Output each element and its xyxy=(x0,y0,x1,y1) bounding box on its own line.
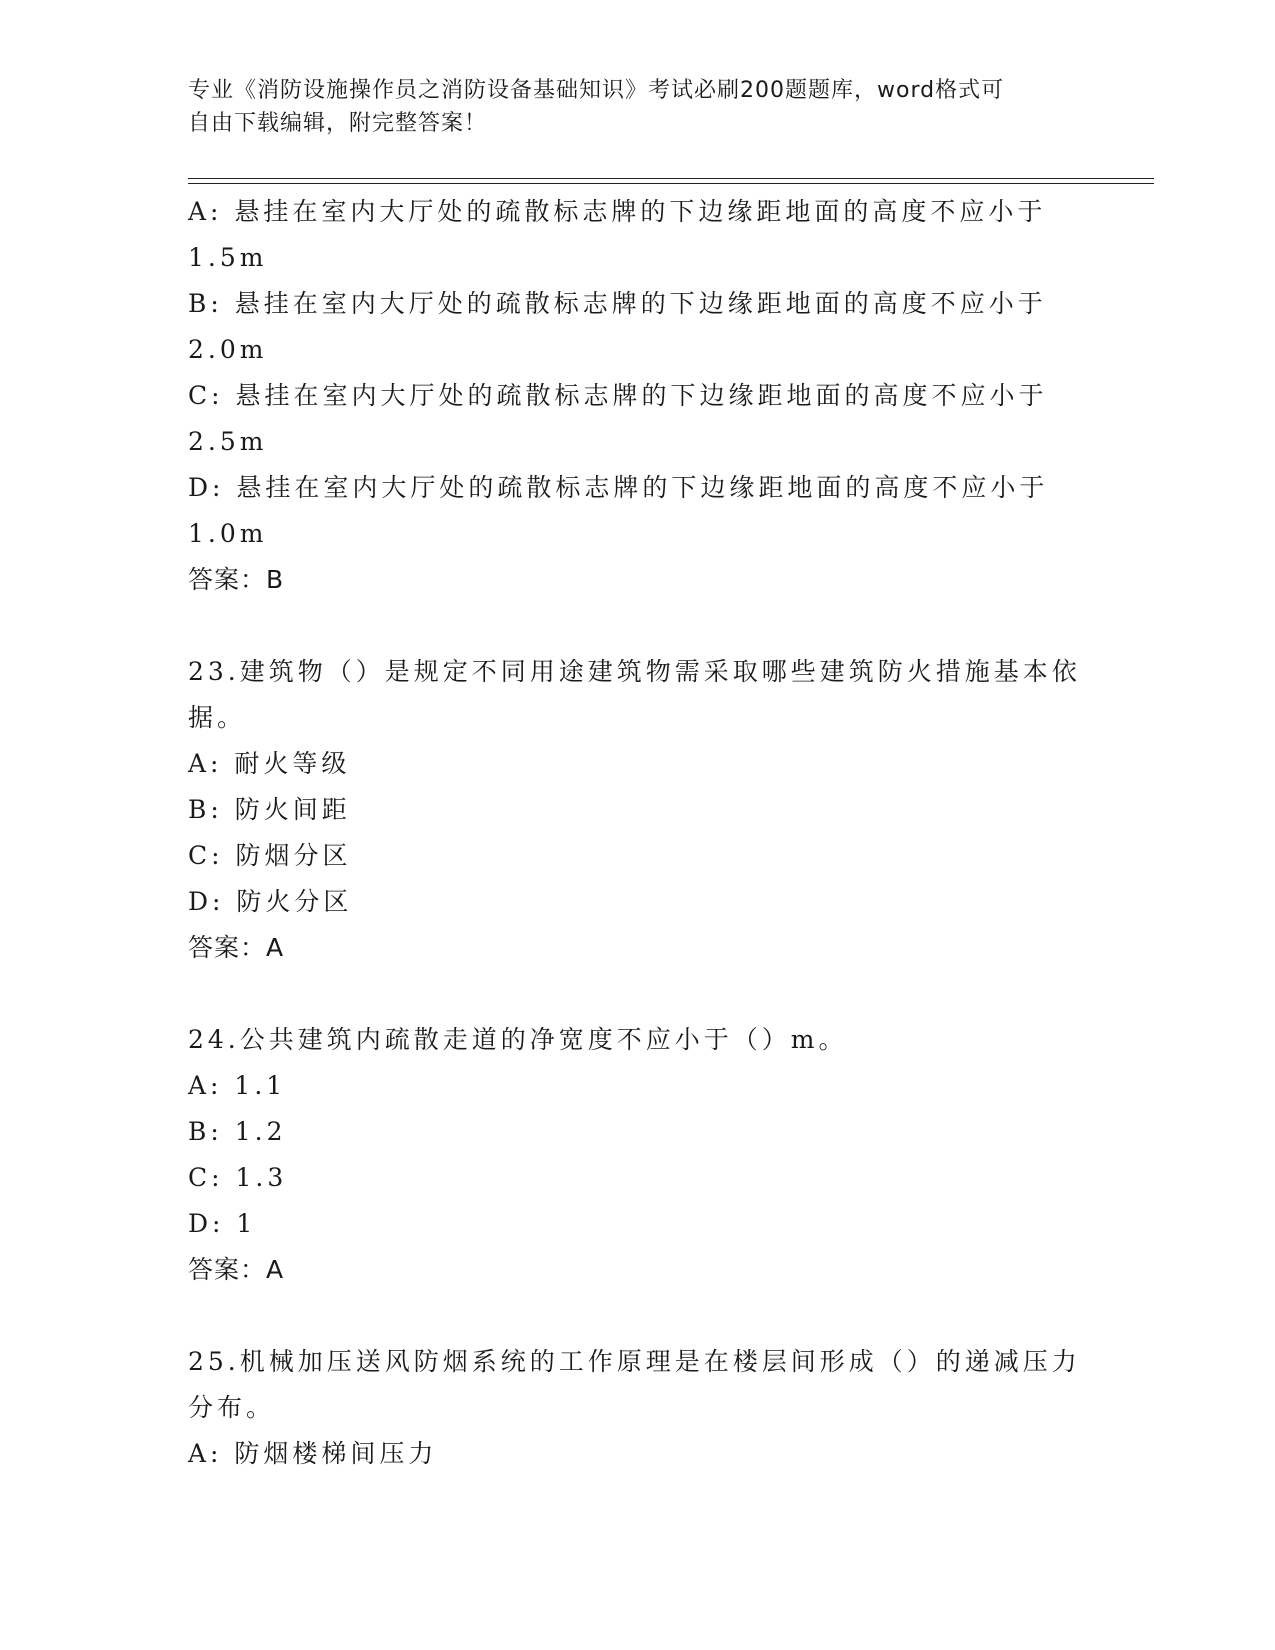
option-b-line-2: 2.0m xyxy=(188,335,268,364)
question-24 xyxy=(188,1017,1088,1293)
header-title-line-2: 自由下载编辑，附完整答案！ xyxy=(188,111,488,136)
question-stem: 24.公共建筑内疏散走道的净宽度不应小于（）m。 xyxy=(188,1025,848,1054)
option-d-line-2: 1.0m xyxy=(188,519,268,548)
answer-text: 答案：A xyxy=(188,933,285,962)
option-c: C: 防烟分区 xyxy=(188,841,352,870)
question-25 xyxy=(188,1339,1088,1477)
answer-text: 答案：A xyxy=(188,1255,285,1284)
question-stem-line-2: 分布。 xyxy=(188,1393,276,1422)
document-header xyxy=(188,74,1088,140)
option-a: A: 防烟楼梯间压力 xyxy=(188,1439,438,1468)
answer-text: 答案：B xyxy=(188,565,285,594)
option-c-line-1: C: 悬挂在室内大厅处的疏散标志牌的下边缘距地面的高度不应小于 xyxy=(188,381,1048,410)
option-d: D: 防火分区 xyxy=(188,887,353,916)
option-a: A: 耐火等级 xyxy=(188,749,351,778)
spacer xyxy=(188,971,1088,1017)
question-stem-line-1: 23.建筑物（）是规定不同用途建筑物需采取哪些建筑防火措施基本依 xyxy=(188,657,1081,686)
option-b: B: 防火间距 xyxy=(188,795,351,824)
header-divider-top xyxy=(188,178,1154,179)
question-stem-line-1: 25.机械加压送风防烟系统的工作原理是在楼层间形成（）的递减压力 xyxy=(188,1347,1081,1376)
header-title-line-1: 专业《消防设施操作员之消防设备基础知识》考试必刷200题题库，word格式可 xyxy=(188,78,1005,103)
spacer xyxy=(188,1293,1088,1339)
question-list xyxy=(188,189,1088,1477)
header-divider-bottom xyxy=(188,183,1154,184)
question-stem-line-2: 据。 xyxy=(188,703,247,732)
question-23 xyxy=(188,649,1088,971)
spacer xyxy=(188,603,1088,649)
option-c-line-2: 2.5m xyxy=(188,427,268,456)
option-a: A: 1.1 xyxy=(188,1071,287,1100)
option-b: B: 1.2 xyxy=(188,1117,287,1146)
option-a-line-2: 1.5m xyxy=(188,243,268,272)
option-c: C: 1.3 xyxy=(188,1163,288,1192)
option-d: D: 1 xyxy=(188,1209,257,1238)
option-b-line-1: B: 悬挂在室内大厅处的疏散标志牌的下边缘距地面的高度不应小于 xyxy=(188,289,1047,318)
question-22 xyxy=(188,189,1088,603)
option-d-line-1: D: 悬挂在室内大厅处的疏散标志牌的下边缘距地面的高度不应小于 xyxy=(188,473,1049,502)
option-a-line-1: A: 悬挂在室内大厅处的疏散标志牌的下边缘距地面的高度不应小于 xyxy=(188,197,1047,226)
